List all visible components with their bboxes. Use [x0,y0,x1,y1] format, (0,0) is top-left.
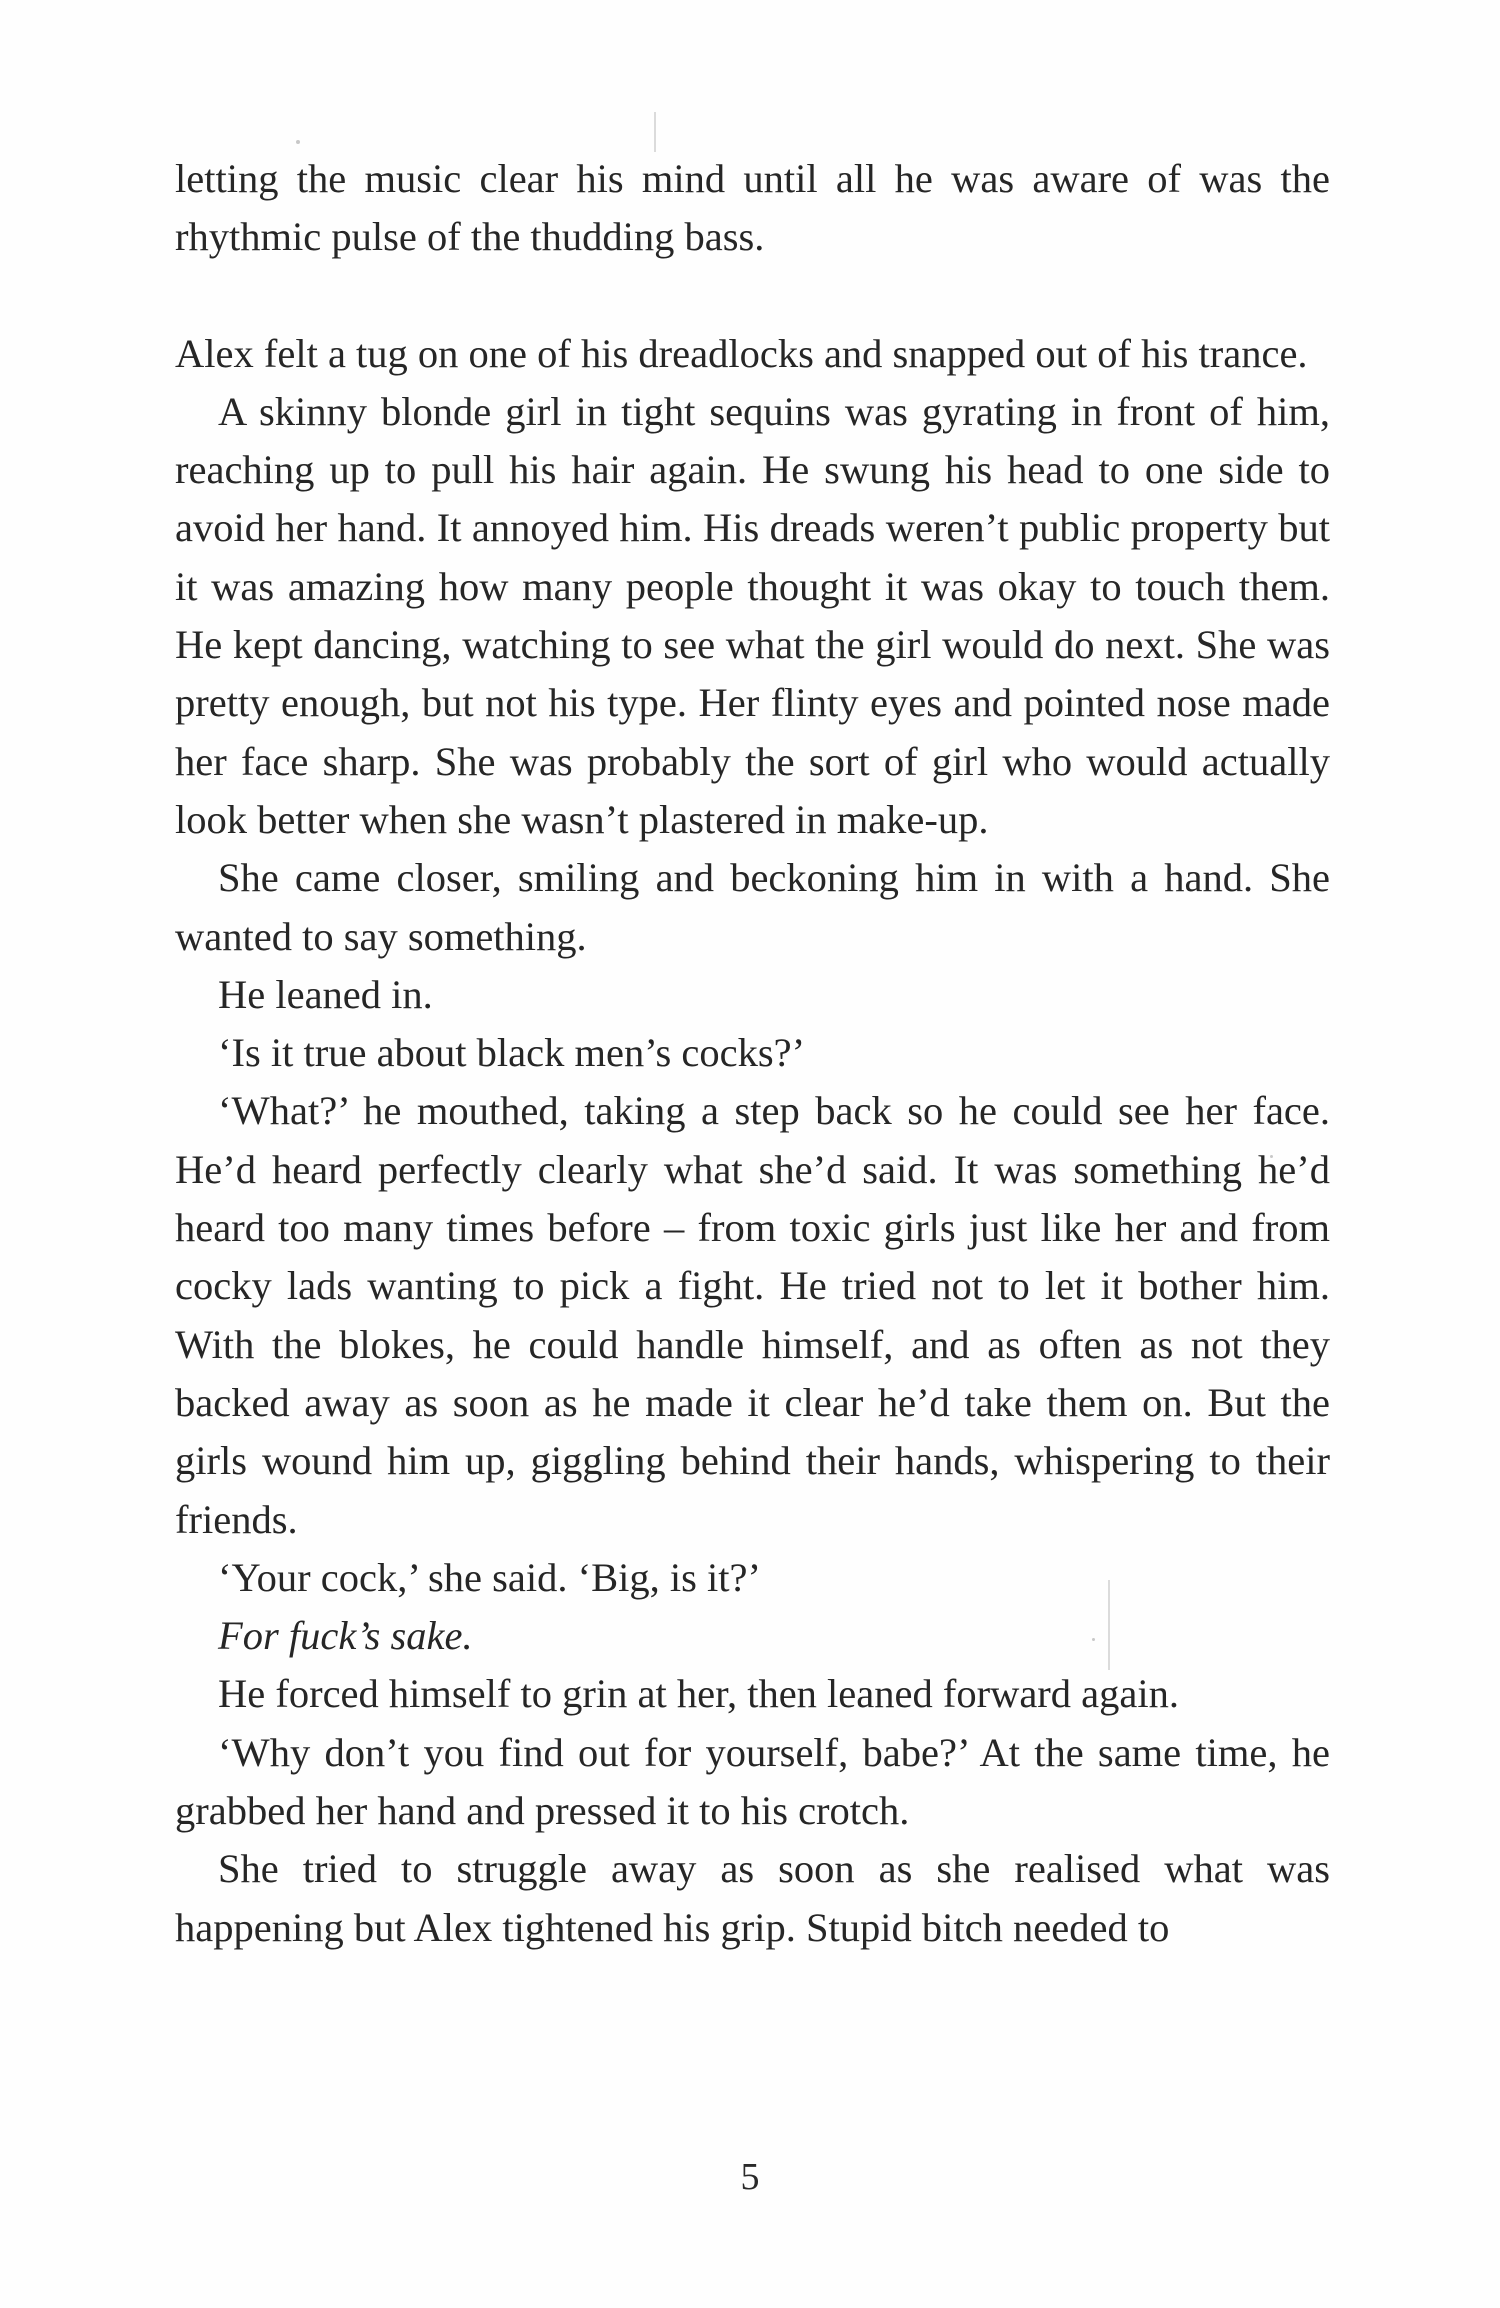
scan-hairline [654,112,656,152]
paragraph: letting the music clear his mind until all he was aware of was the rhythmic pulse of the thudding bass. [175,156,1330,260]
page-number: 5 [740,2156,760,2198]
paragraph: ‘Is it true about black men’s cocks?’ [218,1030,806,1076]
scan-speck [296,140,300,144]
paragraph: He leaned in. [218,971,433,1017]
paragraph: She came closer, smiling and beckoning him in with a hand. She wanted to say something. [175,855,1330,959]
paragraph: She tried to struggle away as soon as she realised what was happening but Alex tightened his grip. Stupid bitch needed to [175,1846,1330,1950]
paragraph-italic-thought: For fuck’s sake. [218,1613,473,1659]
paragraph: ‘Your cock,’ she said. ‘Big, is it?’ [218,1554,761,1600]
paragraph: He forced himself to grin at her, then leaned forward again. [218,1671,1179,1717]
paragraph: ‘What?’ he mouthed, taking a step back so he could see her face. He’d heard perfectly clearly what she’d said. It was something he’d heard too many times before – from toxic girls just like her and from cocky lads wanting to pick a fight. He tried not to let it bother him. With the blokes, he could handle himself, and as often as not they backed away as soon as he made it clear he’d take them on. But the girls wound him up, giggling behind their hands, whispering to their friends. [175,1088,1330,1542]
paragraph: A skinny blonde girl in tight sequins was gyrating in front of him, reaching up to pull his hair again. He swung his head to one side to avoid her hand. It annoyed him. His dreads weren’t public property but it was amazing how many people thought it was okay to touch them. He kept dancing, watching to see what the girl would do next. She was pretty enough, but not his type. Her flinty eyes and pointed nose made her face sharp. She was probably the sort of girl who would actually look better when she wasn’t plastered in make-up. [175,388,1330,842]
body-text [175,150,1330,1957]
paragraph: Alex felt a tug on one of his dreadlocks and snapped out of his trance. [175,330,1308,376]
paragraph: ‘Why don’t you find out for yourself, babe?’ At the same time, he grabbed her hand and pressed it to his crotch. [175,1729,1330,1834]
